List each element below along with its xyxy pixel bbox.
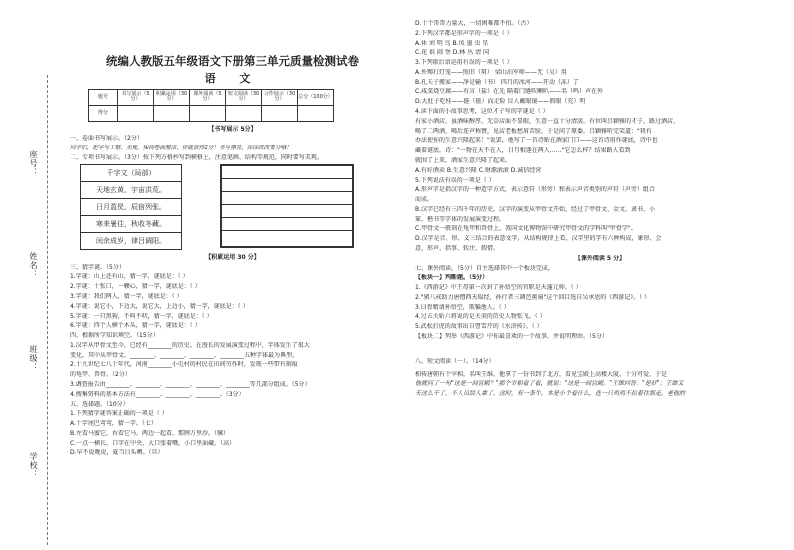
question-line: 1.下列猜字谜答案正确的一项是（ ）: [70, 410, 168, 418]
left-questions: [70, 264, 395, 457]
question-line: 1.汉字从甲骨文至今，已经有________的历史。在漫长的发展演变过程中，字体发生了很大: [70, 341, 310, 349]
question-line: 3.下列歇后语运用有误的一项是（ ）: [415, 59, 513, 67]
question-line: 【板块二】列举《西游记》中你最喜欢的一个故事，并说明理由。（5分）: [415, 333, 608, 340]
left-column: [70, 0, 395, 550]
question-line: C.咸菜烧豆腐——有言（盐）在先 隔着门缝吹喇叭——名（鸣）声在外: [415, 88, 604, 96]
score-cell[interactable]: [262, 105, 298, 121]
question-line: 办法使你的生意兴隆起来！"说罢，他写了一首诗贴在酒家门口——这首诗用作谜底，诗中也: [415, 137, 658, 145]
question-line: 6.字谜：四个人横个木头，猜一字，谜底是：（ ）: [70, 322, 201, 330]
school-label: 学校：: [29, 452, 38, 479]
calligraphy-box: [80, 164, 182, 250]
question-line: D.汉字是音、形、义三结合的表意文字，从结构规律上看，汉字里的字有六种构成，象形、会: [415, 235, 662, 243]
question-line: B.孔夫子搬家——净是输（书） 四月的冰河——开动（冻）了: [415, 78, 579, 86]
question-line: 的龟甲、兽骨。（2分）: [70, 371, 131, 379]
score-cell[interactable]: [118, 105, 154, 121]
calligraphy-line: 闰余成岁，律吕调阳。: [96, 237, 166, 246]
question-line: 2."猪八戒助力唐僧西天取经，孙行者三调芭蕉扇"这个回目选自吴承恩的《西游记》。（ ）: [415, 293, 651, 301]
question-line: 【板块一】判断题。（5分）: [415, 274, 489, 282]
question-line: 五、选择题。（10分）: [70, 400, 129, 408]
score-table: [88, 89, 334, 122]
question: 二、专项书写展示。（3分）按下列方格抄写到横格上，注意笔画、结构等规范，同时要写美观。: [70, 154, 323, 162]
question-line: 【课外阅读 5 分】: [574, 254, 626, 262]
question-line: D.十个哥哥力量大，一切困难都不怕。（古）: [415, 20, 533, 27]
section-header: 【积累运用 30 分】: [205, 254, 260, 262]
question-line: 4.读下面的小故事思考，这位才子写的字谜是（ ）: [415, 108, 549, 116]
score-row-label: 得分: [89, 105, 118, 121]
question-line: D.大肚子吃桂——挺（挺）而走险 盲人戴眼镜——假眼（充）明: [415, 98, 586, 106]
question-line: 四、根据所学知识填空。（15分）: [70, 332, 159, 340]
question-line: A.外甥打灯笼——照旧（舅） 梁山泊军师——无（吴）用: [415, 68, 567, 76]
question-line: 3.曰骨精请孙悟空，欺骗他人。（ ）: [415, 303, 510, 311]
id-label: 座号：: [29, 150, 38, 177]
instruction-text: 同学们，把字写工整、美观，保持卷面整洁，你就获得2分！书写漂亮，涂涂改改要分哦！: [70, 144, 292, 151]
question-line: 意、形声、指事、转注、假借。: [415, 244, 500, 252]
writing-lines-box[interactable]: [220, 164, 354, 248]
calligraphy-line: 千字文（局部）: [81, 165, 181, 182]
question-line: 2.十九世纪七八十年代，河南________小屯村的村民在田间劳作时，发现一些带有刻痕: [70, 361, 298, 369]
question-line: D.早不说晚说，夏当日头晒。（旦）: [70, 449, 164, 457]
question-line: 篆、楷书等字体的发展演变过程。: [415, 215, 506, 223]
score-cell[interactable]: [154, 105, 190, 121]
binding-line: [47, 75, 48, 545]
score-header: 课外阅读（5分）: [190, 89, 226, 105]
name-label: 姓名：: [29, 252, 38, 279]
question-line: 2.字谜：十张口，一颗心，猜一字，谜底是：（ ）: [70, 283, 201, 291]
question-line: B.左看马蜜它，右看它马，两边一起看，那牌万里沙。（骡）: [70, 429, 230, 437]
question-line: 1.字谜：山上还有山，猜一字，谜底是：（ ）: [70, 273, 189, 281]
right-questions: [415, 20, 785, 397]
question-line: 七、课外阅读。（5分）自主选择其中一个板块完成。: [415, 264, 554, 272]
question-line: 5.武松打虎的故事出自曹雪芹的《水浒传》。（ ）: [415, 323, 543, 331]
score-cell[interactable]: [298, 105, 334, 121]
question-line: A.形声字是指汉字的一种造字方式，表示意符（形旁）和表示声音类别的声符（声旁）组合: [415, 186, 655, 194]
subject-title: 语 文: [204, 71, 261, 85]
question-line: A.休 刘 明 鸟 B.凤 墨 虫 星: [415, 39, 489, 47]
question-line: 5.字谜：一只黑狗，不叫不吠，猜一字，谜底是：（ ）: [70, 312, 213, 320]
question-line: 2.下列汉字都是形声字的一项是（ ）: [415, 29, 513, 37]
score-header: 短文阅读（30分）: [226, 89, 262, 105]
score-cell[interactable]: [226, 105, 262, 121]
question-line: A.有好酒卖 B.生意兴隆 C.财源滚滚 D.诚信经营: [415, 166, 542, 174]
question: 一、卷面书写展示。（2分）: [70, 135, 143, 143]
binding-margin: [0, 0, 60, 550]
question-line: B.汉字已经有三四千年的历史，汉字的演变从甲骨文开始，经过了甲骨文、金文、隶书、小: [415, 205, 656, 213]
question-line: 就围了上来，酒家生意兴隆了起来。: [415, 156, 512, 164]
question-line: 喝了二两酒，喝后连声称赞，见店老板愁眉苦脸，于是问了原委。吕颖雅听完笑道："我有: [415, 127, 652, 135]
question-line: 相传唐朝有个宰相，名叫王维。他拿了一份书到了北方，看见宝殿上高楼大厦，十分可爱，于是: [415, 370, 668, 378]
question-line: C.花 供 闹 堡 D.林 丛 清 国: [415, 49, 489, 57]
question-line: 而成。: [415, 196, 434, 204]
question-line: 4.字谜：说它小，下边大，说它大，上边小，猜一字，谜底是：（ ）: [70, 302, 249, 310]
question-line: [415, 345, 785, 355]
question-line: 4.过五关斩六将说的是关羽的历史人物张飞。（ ）: [415, 313, 546, 321]
question-line: 八、短文阅读（一）。（14分）: [415, 357, 495, 365]
question-line: 3.调查报告由________、________、________、________、________等几部分组成。（5分）: [70, 381, 311, 388]
score-header: 习作展示（30分）: [262, 89, 298, 105]
question-line: 3.字谜：我们两人，猜一字，谜底是：（ ）: [70, 292, 183, 300]
question-line: 1.《西游记》中王母第一次封了孙悟空的官职是天蓬元帅。（ ）: [415, 284, 582, 292]
question-line: 变化，其中从甲骨文、________、________、________、________五种字体最为典型。: [70, 351, 299, 359]
question-line: 三、猜字谜。（5分）: [70, 263, 125, 271]
question-line: 天这么干了，不人员给人拿了。这时，有一条牛，本是小个看什么，连一只鸡鸡不拉着往那走，老他的: [415, 390, 686, 398]
question-line: C.一点一横长，口字在中央，大口张着嘴，小口里面藏。（高）: [70, 439, 236, 447]
class-label: 班级：: [29, 345, 38, 372]
calligraphy-line: 寒来暑往，秋收冬藏。: [81, 216, 181, 233]
calligraphy-area: [70, 164, 395, 250]
question-line: 藏着谜底。诗："一物在天不在人，日月相逢在两人……"它怎么样？结果路人看到: [415, 147, 631, 155]
score-header: 积累运用（30分）: [154, 89, 190, 105]
score-cell[interactable]: [190, 105, 226, 121]
question-line: 5.下列说法有误的一项是（ ）: [415, 176, 495, 184]
calligraphy-line: 日月盈昃，辰宿列张。: [81, 199, 181, 216]
section-header: 【书写展示 5分】: [208, 125, 257, 133]
question-line: A.十字尾巴弯弯，猜一字。（七）: [70, 420, 157, 428]
right-column: [415, 0, 785, 550]
score-header: 总分（100分）: [298, 89, 334, 105]
question-line: C.甲骨文一般刻在龟甲和兽骨上，我国文化博物馆中研究甲骨文的学科叫"甲骨学"。: [415, 225, 637, 233]
question-line: 4.搜集资料的基本方法有________、________、________。（3分）: [70, 390, 245, 398]
question-line: 有家小酒店，虽酒味醇厚，无奈店面不显眼，生意一直十分清淡。有位叫吕颖雅的才子，路过酒店，: [415, 117, 680, 125]
score-header: 书写展示（5分）: [118, 89, 154, 105]
calligraphy-line: 天地玄黄，宇宙洪荒。: [81, 182, 181, 199]
score-header: 题号: [89, 89, 118, 105]
question-line: 他就问了一句"这是一间宫殿？"那个宰相看了看，就说："这是一间宫殿。"王维回答："是好"；王维又: [415, 380, 684, 388]
exam-title: 统编人教版五年级语文下册第三单元质量检测试卷: [106, 54, 359, 68]
